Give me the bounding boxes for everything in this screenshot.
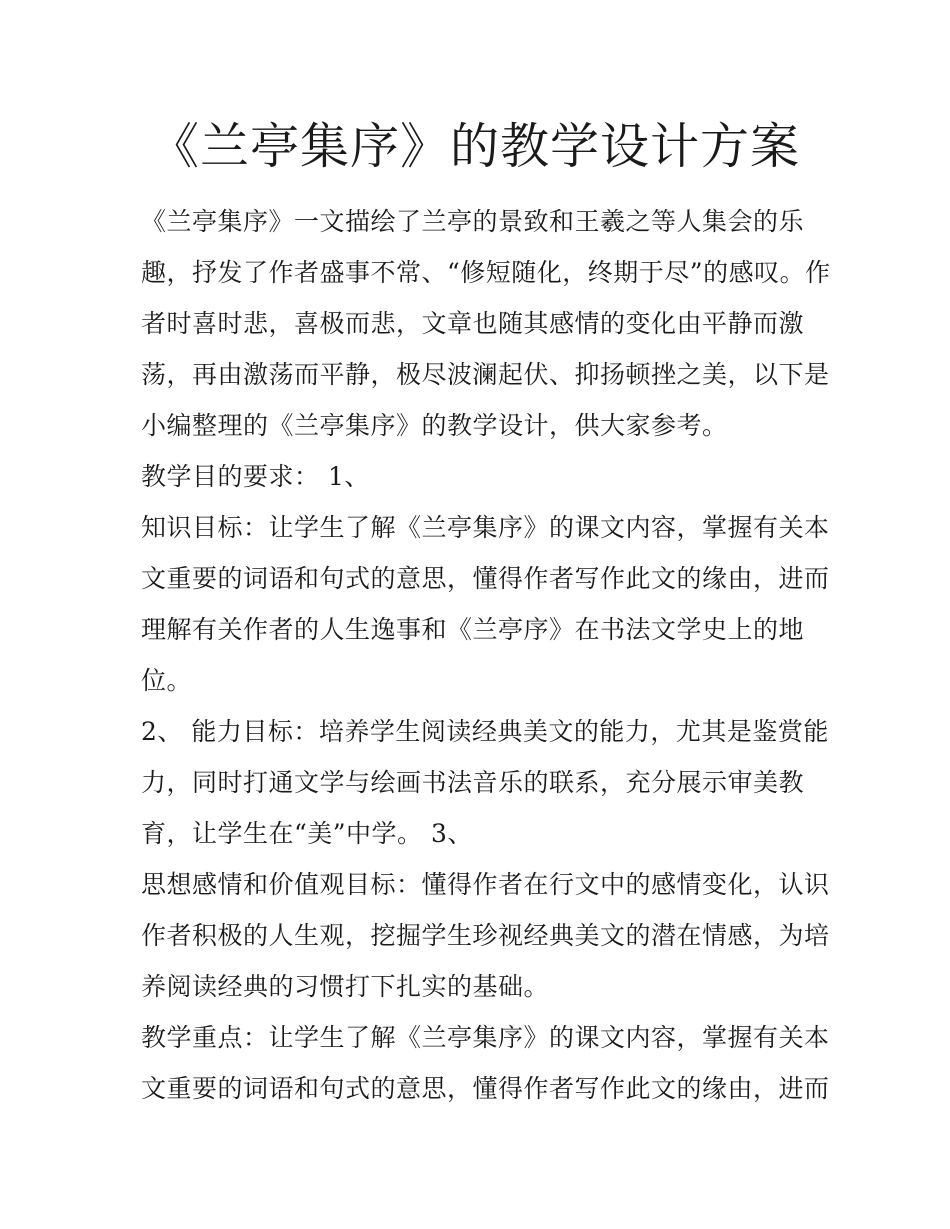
text-line-8: 文重要的词语和句式的意思，懂得作者写作此文的缘由，进而 <box>141 564 830 593</box>
text-line-3: 者时喜时悲，喜极而悲，文章也随其感情的变化由平静而激 <box>141 309 805 338</box>
text-line-5: 小编整理的《兰亭集序》的教学设计，供大家参考。 <box>141 411 728 440</box>
text-line-18: 文重要的词语和句式的意思，懂得作者写作此文的缘由，进而 <box>141 1074 830 1103</box>
text-line-2: 趣，抒发了作者盛事不常、“修短随化，终期于尽”的感叹。作 <box>141 258 831 287</box>
text-line-17: 教学重点：让学生了解《兰亭集序》的课文内容，掌握有关本 <box>141 1023 830 1052</box>
text-line-9: 理解有关作者的人生逸事和《兰亭序》在书法文学史上的地 <box>141 615 805 644</box>
text-line-14: 思想感情和价值观目标：懂得作者在行文中的感情变化，认识 <box>141 870 830 899</box>
text-line-15: 作者积极的人生观，挖掘学生珍视经典美文的潜在情感，为培 <box>141 921 830 950</box>
text-line-11: 2、 能力目标：培养学生阅读经典美文的能力，尤其是鉴赏能 <box>141 717 829 746</box>
text-line-4: 荡，再由激荡而平静，极尽波澜起伏、抑扬顿挫之美，以下是 <box>141 360 830 389</box>
text-line-13: 育，让学生在“美”中学。 3、 <box>141 819 473 848</box>
text-line-6: 教学目的要求： 1、 <box>141 462 370 491</box>
text-line-16: 养阅读经典的习惯打下扎实的基础。 <box>141 972 550 1001</box>
document-title: 《兰亭集序》的教学设计方案 <box>149 118 800 175</box>
text-line-12: 力，同时打通文学与绘画书法音乐的联系，充分展示审美教 <box>141 768 805 797</box>
text-line-1: 《兰亭集序》一文描绘了兰亭的景致和王羲之等人集会的乐 <box>141 207 805 236</box>
text-line-10: 位。 <box>141 666 193 695</box>
text-line-7: 知识目标：让学生了解《兰亭集序》的课文内容，掌握有关本 <box>141 513 830 542</box>
